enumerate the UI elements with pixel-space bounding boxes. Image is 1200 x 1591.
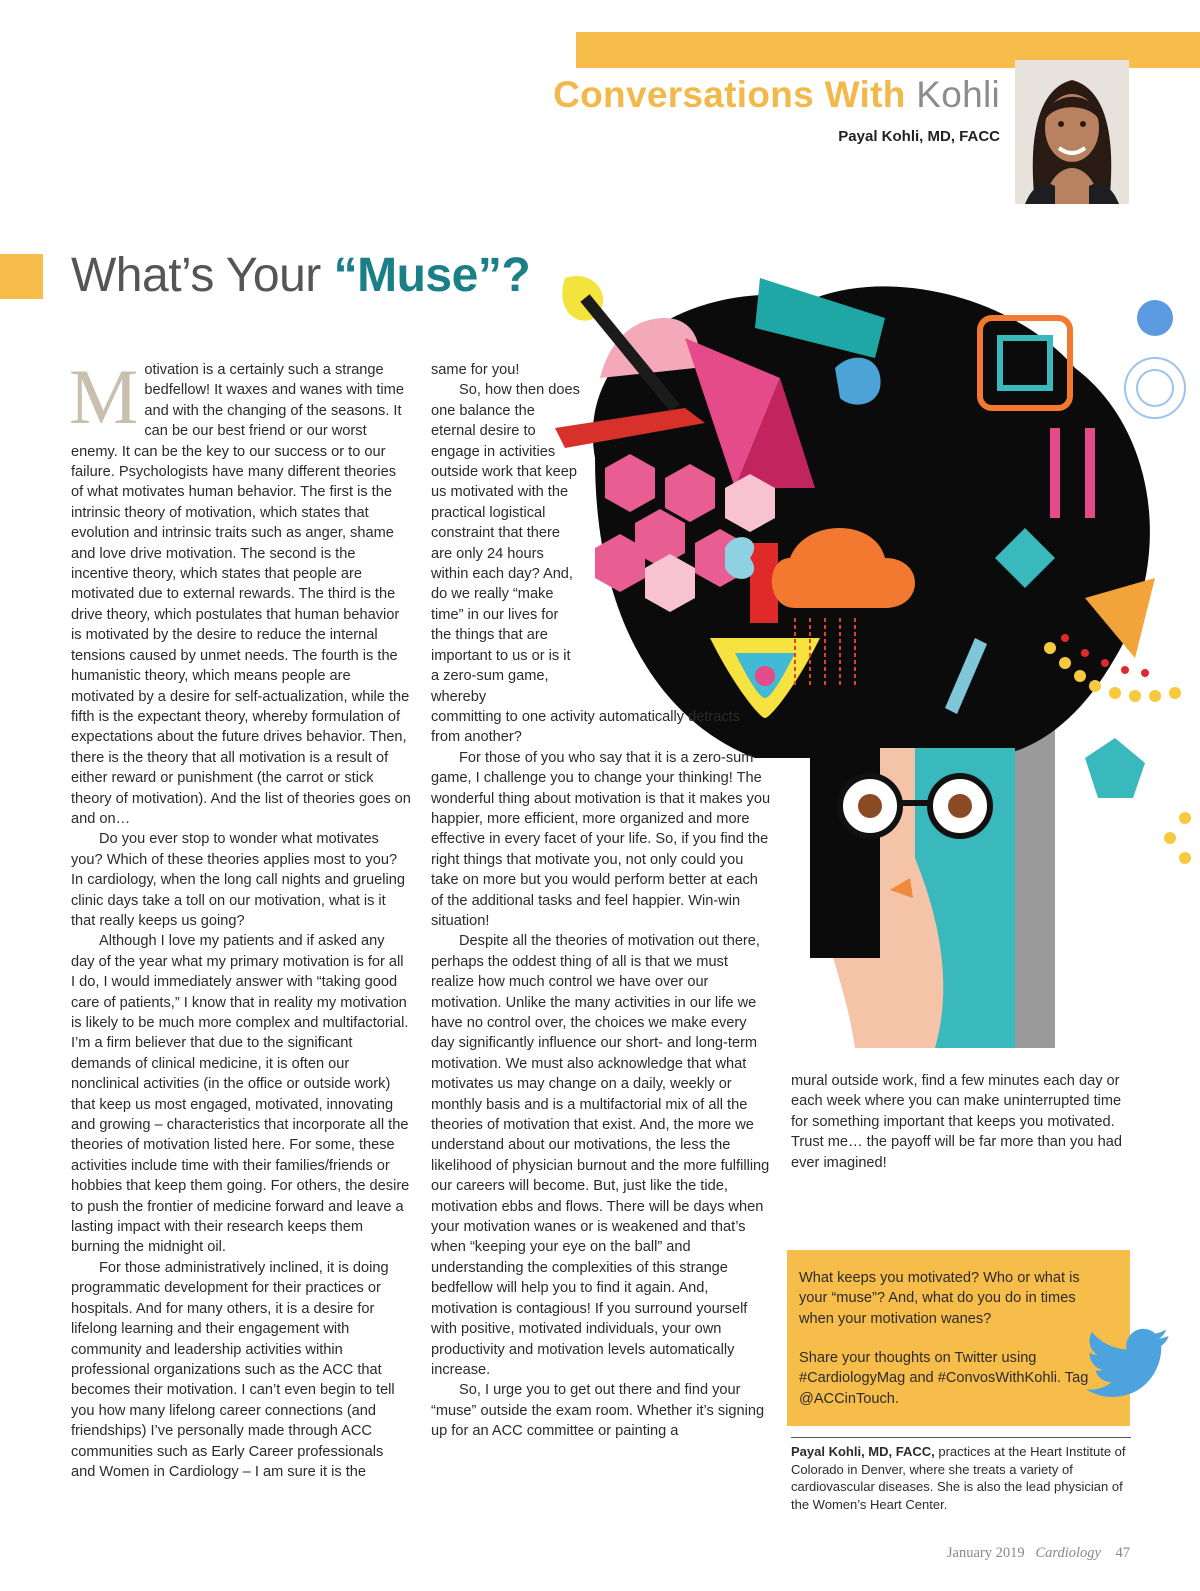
article-paragraph [431,380,771,707]
article-paragraph: Despite all the theories of motivation out there, perhaps the oddest thing of all is that we must realize how much control we have over our motivation. Unlike the many activities in our life we have no control over, the choices we make every day significantly influence our short- and long-term motivation. We must also acknowledge that what motivates us may change on a daily, weekly or monthly basis and is a multifactorial mix of all the theories of motivation that exist. And, the more we understand about our motivations, the less the likelihood of physician burnout and the more fulfilling our careers will become. But, just like the tide, motivation ebbs and flows. There will be days when your motivation wanes or is weakened and that’s when “keeping your eye on the ball” and understanding the complexities of this strange bedfellow will help you to find it again. And, motivation is contagious! If you surround yourself with positive, motivated individuals, your own productivity and motivation levels automatically increase. [431,933,770,1378]
author-portrait [1015,60,1129,204]
article-headline [71,248,530,303]
author-bio [791,1443,1131,1513]
article-paragraph-text: So, how then does one balance the eternal desire to engage in activities outside work that keep us motivated with the practical logistical constraint that there are only 24 hours within each day? And, do we really “make time” in our lives for the things that are important to us or is it a zero-sum game, whereby [431,382,580,705]
article-paragraph: Although I love my patients and if asked any day of the year what my primary motivation is for all I do, I would immediately answer with “taking good care of patients,” I know that in reality my motivation is likely to be much more complex and multifactorial. I’m a firm believer that due to the significant demands of clinical medicine, it is often our nonclinical activities (in the office or outside work) that keep us most engaged, motivated, innovating and growing – characteristics that incorporate all the theories of motivation listed here. For some, these activities include time with their families/friends or hobbies that keep them going. For others, the desire to push the frontier of medicine forward and leave a lasting impact with their research keeps them burning the midnight oil. [71,933,410,1256]
folio-date: January 2019 [946,1545,1025,1561]
callout-share-text: Share your thoughts on Twitter using #CardiologyMag and #ConvosWithKohli. Tag @ACCinTouch. [799,1350,1089,1407]
twitter-bird-icon [1085,1328,1171,1398]
article-paragraph-text: same for you! [431,362,520,378]
article-paragraph: committing to one activity automatically detracts from another? [431,708,741,746]
article-column-3 [791,1071,1131,1173]
folio-page-number: 47 [1115,1545,1130,1561]
article-paragraph [69,353,411,829]
bio-text: practices at the Heart Institute of Colorado in Denver, where she treats a variety of cardiovascular diseases. She is also the lead physician of the Women’s Heart Center. [791,1444,1126,1512]
series-title-accent: Conversations With [553,74,906,115]
article-paragraph: Do you ever stop to wonder what motivates you? Which of these theories applies most to you? In cardiology, when the long call nights and grueling clinic days take a toll on our motivation, what is it that really keeps us going? [71,831,405,929]
bio-divider [791,1437,1131,1438]
page-folio [947,1545,1130,1562]
callout-question: What keeps you motivated? Who or what is your “muse”? And, what do you do in times when your motivation wanes? [799,1270,1080,1327]
article-paragraph: mural outside work, find a few minutes each day or each week where you can make uninterrupted time for something important that keeps you motivated. Trust me… the payoff will be far more than you had ever imagined! [791,1073,1122,1171]
article-paragraph: For those administratively inclined, it is doing programmatic development for their practices or hospitals. And for many others, it is a desire for lifelong learning and their engagement with community and leadership activities within professional organizations such as the ACC that becomes their motivation. I can’t even begin to tell you how many lifelong career connections (and friendships) I’ve personally made through ACC communities such as Early Career professionals and Women in Cardiology – I am sure it is the [71,1259,395,1480]
column-series-title [553,74,1000,116]
author-byline: Payal Kohli, MD, FACC [838,128,1000,145]
headline-emphasis: “Muse”? [333,249,531,302]
series-title-name: Kohli [916,74,1000,115]
headline-lead: What’s Your [71,249,334,302]
reader-question-callout [787,1250,1130,1426]
article-paragraph-text: otivation is a certainly such a strange bedfellow! It waxes and wanes with time and with the changing of the seasons. It can be our best friend or our worst enemy. It can be the key to our success or to our failure. Psychologists have many different theories of what motivates human behavior. The first is the intrinsic theory of motivation, which states that evolution and intrinsic traits such as anger, shame and love drive motivation. The second is the incentive theory, which states that people are motivated due to external rewards. The third is the drive theory, which postulates that human behavior is motivated by the desire to reduce the internal tensions caused by unmet needs. The fourth is the humanistic theory, which means people are motivated by a desire for self-actualization, while the fifth is the expectant theory, whereby formulation of expectations about the future drives behavior. Then, there is the theory that all motivation is a result of either reward or punishment (the carrot or stick theory of motivation). And the list of theories goes on and on… [71,362,411,827]
article-paragraph: So, I urge you to get out there and find your “muse” outside the exam room. Whether it’s signing up for an ACC committee or painting a [431,1382,765,1440]
folio-magazine: Cardiology [1035,1545,1101,1561]
article-column-2 [431,360,771,1442]
bio-name: Payal Kohli, MD, FACC, [791,1444,935,1459]
article-column-1 [69,353,411,1482]
dropcap-letter: M [69,353,139,440]
article-paragraph: For those of you who say that it is a zero-sum game, I challenge you to change your thinking! The wonderful thing about motivation is that it makes you happier, more efficient, more organized and more effective in every facet of your life. So, if you find the right things that motivate you, not only could you take on more but you would perform better at each of the additional tasks and feel happier. Win-win situation! [431,749,771,929]
headline-accent-square [0,254,43,299]
article-paragraph [431,360,771,380]
